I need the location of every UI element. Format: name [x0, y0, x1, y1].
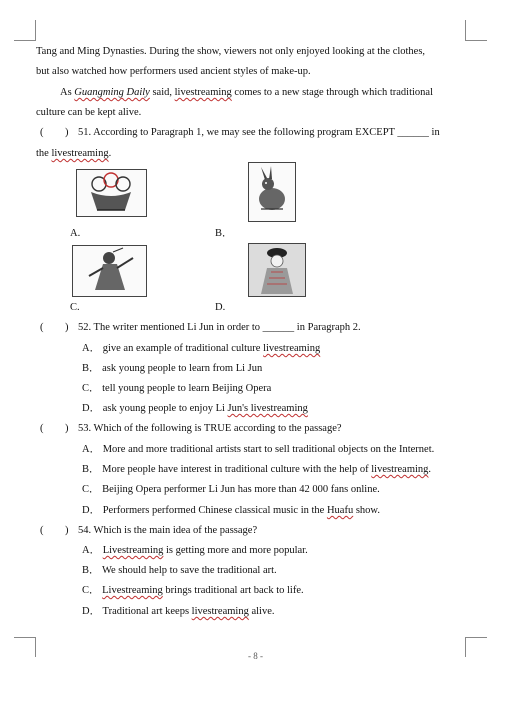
- rabbit-papercut-icon: [249, 163, 295, 221]
- option-label: A．: [82, 343, 101, 354]
- q51-answer-paren-close: ): [65, 127, 69, 138]
- option-text: give an example of traditional culture: [102, 343, 264, 354]
- ancient-costume-figure-icon: [249, 244, 305, 296]
- q54-answer-paren-close: ): [65, 525, 69, 536]
- q54-answer-paren-open: (: [40, 525, 44, 536]
- underlined-word: livestreaming: [191, 606, 249, 617]
- q52-option-a: [82, 342, 320, 355]
- option-text: show.: [353, 505, 380, 516]
- option-label: B．: [82, 464, 100, 475]
- q51-option-c-picture: [72, 245, 147, 297]
- q53-option-c: [82, 483, 380, 496]
- crop-mark-top-left-v: [35, 20, 36, 40]
- passage-text: said,: [149, 87, 175, 98]
- passage-line-2: but also watched how performers used ancient styles of make-up.: [36, 66, 311, 77]
- q51-stem: 51. According to Paragraph 1, we may see the following program EXCEPT ______ in: [78, 127, 440, 138]
- option-text: More and more traditional artists start to sell traditional objects on the Internet.: [102, 444, 435, 455]
- q52-answer-paren-close: ): [65, 322, 69, 333]
- underlined-word: livestreaming: [51, 148, 109, 159]
- underlined-word: livestreaming: [174, 87, 232, 98]
- crop-mark-bottom-left-h: [14, 637, 36, 638]
- option-text: Performers performed Chinese classical music in the: [102, 505, 327, 516]
- q52-option-c: [82, 382, 271, 395]
- passage-text: comes to a new stage through which traditional: [231, 87, 433, 98]
- crop-mark-top-left-h: [14, 40, 36, 41]
- q52-option-d: [82, 402, 308, 415]
- q52-option-b: [82, 362, 262, 375]
- q54-option-c: [82, 584, 304, 597]
- option-text: ask young people to enjoy Li: [102, 403, 228, 414]
- crop-mark-bottom-right-h: [465, 637, 487, 638]
- q54-option-d: [82, 605, 274, 618]
- underlined-word: Livestreaming: [102, 545, 164, 556]
- q51-option-b-label: B．: [215, 228, 233, 239]
- option-text: .: [428, 464, 432, 475]
- option-label: D．: [82, 606, 101, 617]
- newspaper-name: Guangming Daily: [74, 87, 150, 98]
- option-text: Traditional art keeps: [102, 606, 192, 617]
- opera-performer-papercut-icon: [73, 246, 146, 296]
- option-label: B．: [82, 565, 100, 576]
- underlined-word: Jun's livestreaming: [227, 403, 308, 414]
- underlined-word: Livestreaming: [102, 585, 163, 596]
- passage-line-1: Tang and Ming Dynasties. During the show, viewers not only enjoyed looking at the clothes,: [36, 46, 426, 57]
- q53-stem: 53. Which of the following is TRUE according to the passage?: [78, 423, 342, 434]
- underlined-word: livestreaming: [371, 464, 429, 475]
- option-text: ask young people to learn from Li Jun: [102, 363, 263, 374]
- crop-mark-top-right-h: [465, 40, 487, 41]
- q53-option-d: [82, 504, 380, 517]
- q53-option-a: [82, 443, 434, 456]
- q51-option-a-picture: [76, 169, 147, 217]
- q54-option-b: [82, 564, 277, 577]
- q51-option-b-picture: [248, 162, 296, 222]
- q52-stem: 52. The writer mentioned Li Jun in order to ______ in Paragraph 2.: [78, 322, 361, 333]
- q51-stem-line-2: [36, 147, 111, 160]
- option-text: Beijing Opera performer Li Jun has more than 42 000 fans online.: [102, 484, 380, 495]
- q54-option-a: [82, 544, 308, 557]
- q52-answer-paren-open: (: [40, 322, 44, 333]
- page-number: - 8 -: [248, 651, 263, 661]
- q51-option-c-label: C.: [70, 302, 80, 313]
- stem-text: .: [108, 148, 112, 159]
- underlined-word: livestreaming: [263, 343, 321, 354]
- option-text: is getting more and more popular.: [163, 545, 308, 556]
- q51-option-d-picture: [248, 243, 306, 297]
- passage-line-3: [60, 86, 433, 99]
- q51-answer-paren-open: (: [40, 127, 44, 138]
- option-label: C．: [82, 383, 100, 394]
- flower-basket-papercut-icon: [77, 170, 146, 216]
- q51-option-d-label: D.: [215, 302, 226, 313]
- option-label: A．: [82, 545, 101, 556]
- option-label: D．: [82, 505, 101, 516]
- q53-option-b: [82, 463, 431, 476]
- option-text: We should help to save the traditional art.: [101, 565, 277, 576]
- q54-stem: 54. Which is the main idea of the passage?: [78, 525, 258, 536]
- q53-answer-paren-close: ): [65, 423, 69, 434]
- option-label: B．: [82, 363, 100, 374]
- option-text: tell young people to learn Beijing Opera: [102, 383, 272, 394]
- q53-answer-paren-open: (: [40, 423, 44, 434]
- underlined-word: Huafu: [326, 505, 354, 516]
- passage-text: As: [60, 87, 75, 98]
- option-label: A．: [82, 444, 101, 455]
- option-label: D．: [82, 403, 101, 414]
- option-text: More people have interest in traditional culture with the help of: [102, 464, 372, 475]
- stem-text: the: [36, 148, 52, 159]
- passage-line-4: culture can be kept alive.: [36, 107, 142, 118]
- option-text: alive.: [248, 606, 275, 617]
- option-text: brings traditional art back to life.: [162, 585, 304, 596]
- option-label: C．: [82, 585, 100, 596]
- q51-option-a-label: A.: [70, 228, 81, 239]
- crop-mark-top-right-v: [465, 20, 466, 40]
- option-label: C．: [82, 484, 100, 495]
